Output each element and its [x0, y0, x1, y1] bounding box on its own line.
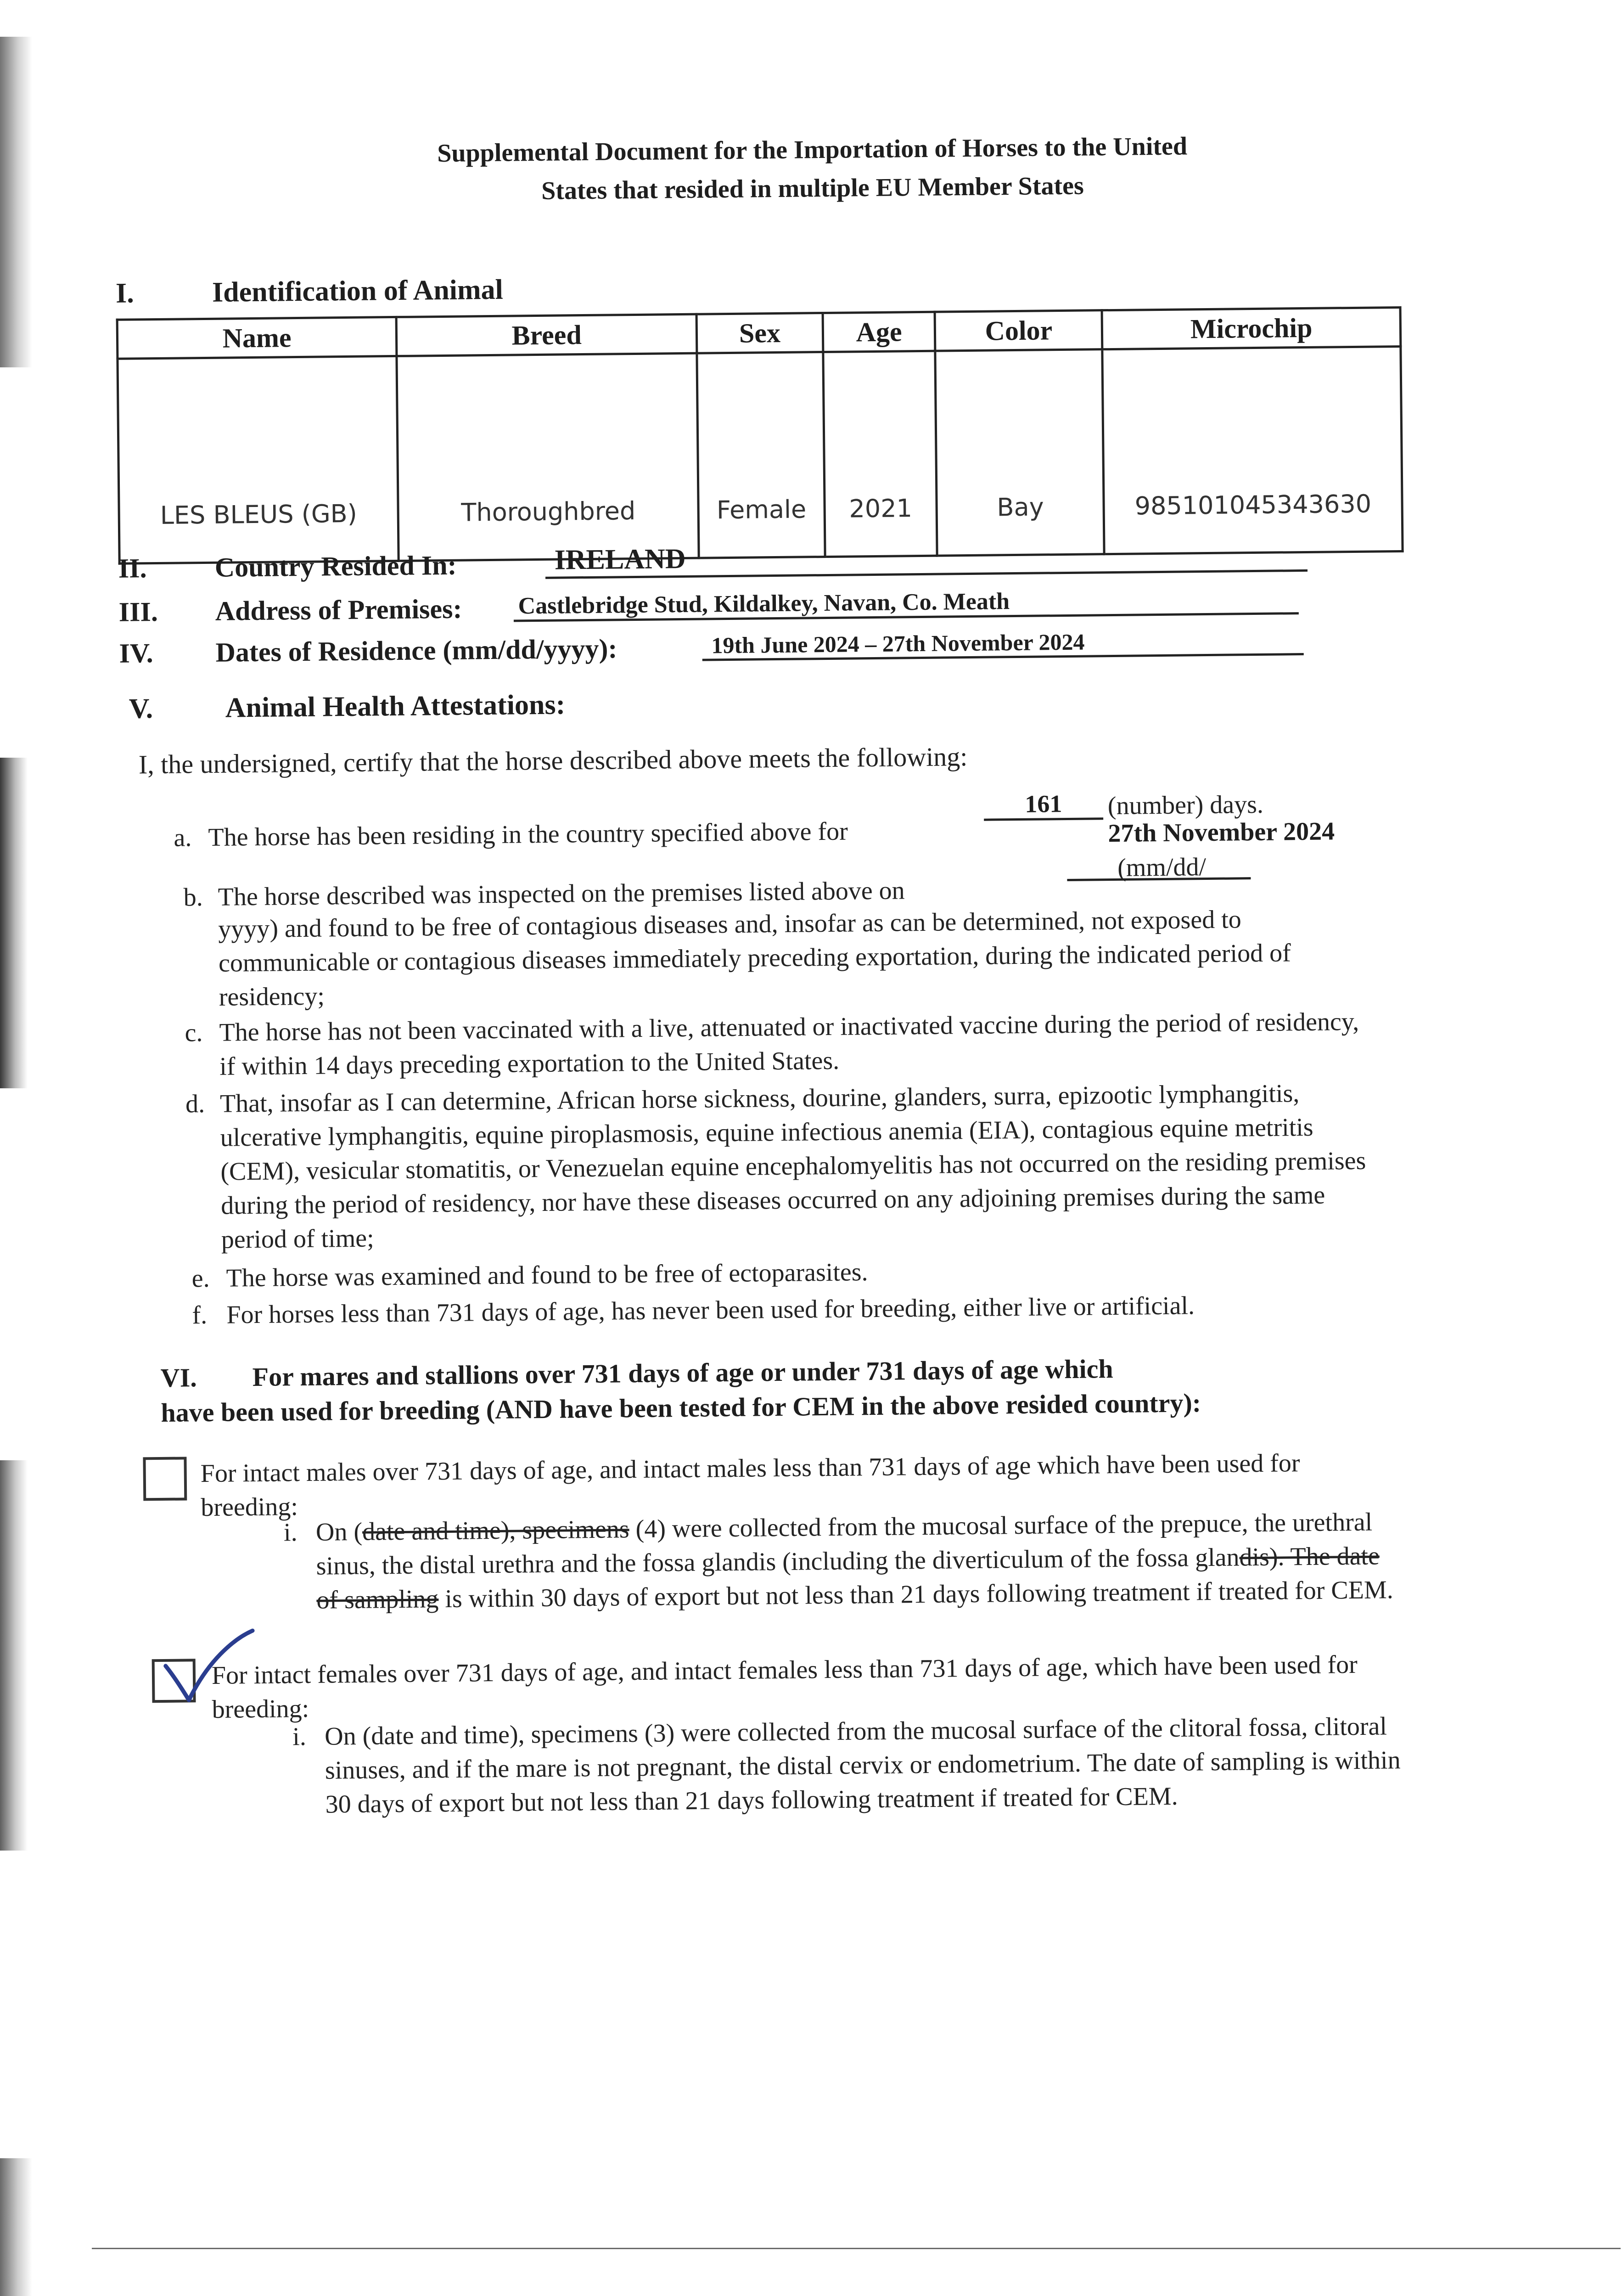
column-header-name: Name — [117, 317, 397, 359]
males-item-i — [283, 1505, 1400, 1617]
males-option-text: For intact males over 731 days of age, and intact males less than 731 days of age which have been used for breeding: — [200, 1449, 1300, 1522]
document-title — [247, 125, 1377, 213]
attestation-d-text: That, insofar as I can determine, African horse sickness, dourine, glanders, surra, epizootic lymphangitis, ulcerative lymphangitis, equine piroplasmosis, equine infectious anemia (EIA), contagious equine metritis (CEM), vesicular stomatitis, or Venezuelan equine encephalomyelitis has not occurred on the residing premises during the period of residency, nor have these diseases occurred on any adjoining premises during the same period of time; — [219, 1079, 1366, 1254]
column-header-color: Color — [935, 310, 1102, 351]
item-letter: f. — [192, 1301, 208, 1330]
attestation-d — [185, 1076, 1378, 1257]
males-item-i-pre: On ( — [315, 1517, 363, 1547]
days-value: 161 — [984, 789, 1104, 821]
item-letter: e. — [191, 1264, 210, 1293]
title-line-2: States that resided in multiple EU Member States — [541, 171, 1084, 205]
section-2 — [118, 550, 456, 585]
females-item-i-text: On (date and time), specimens (3) were collected from the mucosal surface of the clitoral fossa, clitoral sinuses, and if the mare is not pregnant, the distal cervix or endometrium. The date of sampling is within 30 days of export but not less than 21 days following treatment if treated for CEM. — [324, 1712, 1401, 1819]
cell-breed: Thoroughbred — [397, 353, 699, 561]
section-number: III. — [118, 596, 158, 627]
section-6-heading-text-1: For mares and stallions over 731 days of age or under 731 days of age which — [252, 1354, 1113, 1392]
section-6-heading-line-2: have been used for breeding (AND have been tested for CEM in the above resided country): — [161, 1388, 1201, 1428]
section-number: IV. — [119, 638, 153, 669]
section-title: Identification of Animal — [212, 274, 504, 308]
section-number: V. — [129, 693, 153, 725]
date-format-hint: (mm/dd/ — [1117, 853, 1207, 882]
attestation-b-text: The horse described was inspected on the premises listed above on — [218, 876, 905, 912]
section-4 — [119, 633, 617, 669]
item-number: i. — [292, 1722, 307, 1751]
cell-name: LES BLEUS (GB) — [118, 356, 398, 563]
item-letter: c. — [185, 1019, 203, 1047]
cell-sex: Female — [697, 352, 825, 558]
country-value: IRELAND — [545, 537, 1308, 579]
males-item-i-mid: (4) were collected from the mucosal surface of the prepuce, the urethral sinus, the distal urethra and the fossa glandis (including the diverticulum of the fossa glan — [316, 1508, 1373, 1581]
attestation-a-text: The horse has been residing in the country specified above for — [208, 817, 848, 852]
dates-label: Dates of Residence (mm/dd/yyyy): — [215, 633, 617, 668]
address-value: Castlebridge Stud, Kildalkey, Navan, Co. Meath — [513, 585, 1299, 622]
attestation-c-text: The horse has not been vaccinated with a live, attenuated or inactivated vaccine during the period of residency, if within 14 days preceding exportation to the United States. — [219, 1007, 1359, 1081]
section-title: Animal Health Attestations: — [225, 689, 566, 724]
attestation-f-text: For horses less than 731 days of age, has never been used for breeding, either live or artificial. — [226, 1291, 1195, 1329]
females-option-text: For intact females over 731 days of age, and intact females less than 731 days of age, which have been used for breeding: — [211, 1650, 1358, 1724]
item-letter: b. — [183, 883, 203, 912]
cell-color: Bay — [935, 349, 1104, 556]
column-header-breed: Breed — [396, 314, 697, 356]
inspection-date-value: 27th November 2024 — [1108, 817, 1335, 848]
identification-table — [116, 306, 1404, 565]
dates-value: 19th June 2024 – 27th November 2024 — [702, 626, 1304, 661]
days-suffix: (number) days. — [1107, 790, 1264, 821]
attestation-e-text: The horse was examined and found to be free of ectoparasites. — [226, 1258, 868, 1293]
females-item-i — [292, 1709, 1418, 1822]
attestation-intro: I, the undersigned, certify that the horse described above meets the following: — [138, 742, 968, 780]
address-label: Address of Premises: — [215, 593, 462, 626]
cell-age: 2021 — [823, 351, 937, 557]
section-number: VI. — [160, 1362, 197, 1393]
item-letter: d. — [185, 1090, 205, 1119]
item-letter: a. — [174, 823, 192, 852]
table-row — [118, 346, 1403, 563]
section-5-heading — [129, 688, 565, 725]
males-item-i-end: is within 30 days of export but not less than 21 days following treatment if treated for CEM. — [438, 1576, 1394, 1614]
struck-text: dis). The date of sampling — [316, 1542, 1380, 1615]
section-number: II. — [118, 553, 147, 584]
item-number: i. — [283, 1518, 297, 1547]
section-6-heading — [160, 1351, 1201, 1430]
attestation-c — [185, 1005, 1376, 1084]
attestation-a — [174, 813, 989, 855]
cell-microchip: 985101045343630 — [1102, 346, 1403, 554]
country-label: Country Resided In: — [214, 550, 457, 583]
struck-text: date and time), specimens — [362, 1515, 629, 1546]
attestation-b-continued: yyyy) and found to be free of contagious diseases and, insofar as can be determined, not exposed to communicable or contagious diseases immediately preceding exportation, during the indicated period of residency; — [218, 905, 1291, 1012]
section-number: I. — [115, 277, 135, 309]
column-header-microchip: Microchip — [1102, 307, 1401, 349]
males-checkbox[interactable] — [143, 1457, 187, 1501]
column-header-sex: Sex — [696, 313, 823, 354]
section-1-heading — [116, 274, 503, 310]
title-line-1: Supplemental Document for the Importation of Horses to the United — [437, 132, 1188, 168]
section-3 — [118, 593, 462, 628]
column-header-age: Age — [823, 312, 935, 352]
